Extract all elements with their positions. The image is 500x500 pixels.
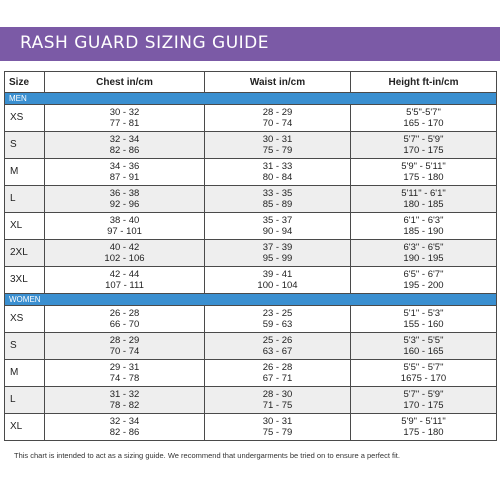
header-row (5, 72, 497, 93)
height-cell (351, 333, 497, 360)
size-cell: L (5, 186, 45, 213)
waist-inches: 25 - 26 (262, 334, 293, 346)
chest-inches: 34 - 36 (109, 160, 140, 172)
waist-inches: 35 - 37 (262, 214, 293, 226)
sizing-table (4, 71, 497, 441)
waist-inches: 28 - 30 (262, 388, 293, 400)
group-header-row (5, 294, 497, 306)
chest-inches: 31 - 32 (109, 388, 140, 400)
size-cell: XL (5, 414, 45, 441)
chest-cell (45, 186, 205, 213)
height-centimeters: 170 - 175 (403, 400, 444, 411)
height-inches: 5'5" - 5'7" (403, 361, 444, 373)
group-label: MEN (5, 93, 497, 105)
height-centimeters: 165 - 170 (403, 118, 444, 129)
waist-inches: 33 - 35 (262, 187, 293, 199)
size-cell: M (5, 360, 45, 387)
height-centimeters: 1675 - 170 (400, 373, 447, 384)
size-cell: XS (5, 306, 45, 333)
height-centimeters: 175 - 180 (403, 172, 444, 183)
waist-cell (205, 186, 351, 213)
height-centimeters: 180 - 185 (403, 199, 444, 210)
height-centimeters: 170 - 175 (403, 145, 444, 156)
waist-centimeters: 59 - 63 (262, 319, 293, 330)
group-label: WOMEN (5, 294, 497, 306)
height-cell (351, 360, 497, 387)
height-centimeters: 190 - 195 (403, 253, 444, 264)
waist-inches: 26 - 28 (262, 361, 293, 373)
column-header-height: Height ft-in/cm (351, 72, 497, 93)
size-cell: XL (5, 213, 45, 240)
height-centimeters: 160 - 165 (403, 346, 444, 357)
chest-centimeters: 107 - 111 (105, 280, 144, 291)
height-centimeters: 195 - 200 (403, 280, 444, 291)
waist-centimeters: 63 - 67 (262, 346, 293, 357)
height-cell (351, 186, 497, 213)
column-header-size: Size (5, 72, 45, 93)
chest-centimeters: 97 - 101 (107, 226, 142, 237)
waist-cell (205, 387, 351, 414)
size-cell: 3XL (5, 267, 45, 294)
waist-cell (205, 240, 351, 267)
footnote: This chart is intended to act as a sizing guide. We recommend that undergarments be tried on to ensure a perfect fit. (14, 451, 400, 460)
column-header-waist: Waist in/cm (205, 72, 351, 93)
height-inches: 5'5"-5'7" (406, 106, 441, 118)
chest-cell (45, 213, 205, 240)
chest-centimeters: 82 - 86 (109, 427, 140, 438)
table-row (5, 240, 497, 267)
waist-centimeters: 90 - 94 (262, 226, 293, 237)
chest-cell (45, 360, 205, 387)
table-row (5, 213, 497, 240)
chest-cell (45, 240, 205, 267)
chest-centimeters: 66 - 70 (109, 319, 140, 330)
waist-centimeters: 100 - 104 (257, 280, 298, 291)
chest-inches: 32 - 34 (109, 415, 140, 427)
chest-cell (45, 159, 205, 186)
waist-centimeters: 70 - 74 (262, 118, 293, 129)
waist-inches: 37 - 39 (262, 241, 293, 253)
waist-cell (205, 159, 351, 186)
chest-centimeters: 70 - 74 (109, 346, 140, 357)
height-inches: 5'3" - 5'5" (403, 334, 444, 346)
height-inches: 5'7" - 5'9" (403, 388, 444, 400)
height-inches: 6'1" - 6'3" (403, 214, 444, 226)
chest-inches: 40 - 42 (109, 241, 140, 253)
size-cell: 2XL (5, 240, 45, 267)
height-cell (351, 213, 497, 240)
chest-inches: 36 - 38 (109, 187, 140, 199)
chest-cell (45, 333, 205, 360)
waist-centimeters: 85 - 89 (262, 199, 293, 210)
table-row (5, 306, 497, 333)
table-row (5, 414, 497, 441)
chest-centimeters: 74 - 78 (109, 373, 140, 384)
waist-cell (205, 213, 351, 240)
height-inches: 5'1" - 5'3" (403, 307, 444, 319)
height-centimeters: 185 - 190 (403, 226, 444, 237)
chest-inches: 29 - 31 (109, 361, 140, 373)
height-centimeters: 175 - 180 (403, 427, 444, 438)
waist-centimeters: 95 - 99 (262, 253, 293, 264)
waist-inches: 30 - 31 (262, 133, 293, 145)
chest-inches: 38 - 40 (109, 214, 140, 226)
chest-inches: 32 - 34 (109, 133, 140, 145)
waist-inches: 30 - 31 (262, 415, 293, 427)
height-cell (351, 105, 497, 132)
height-cell (351, 306, 497, 333)
height-cell (351, 159, 497, 186)
chest-centimeters: 77 - 81 (109, 118, 140, 129)
waist-cell (205, 360, 351, 387)
chest-inches: 28 - 29 (109, 334, 140, 346)
chest-centimeters: 92 - 96 (109, 199, 140, 210)
height-cell (351, 132, 497, 159)
table-row (5, 333, 497, 360)
waist-centimeters: 67 - 71 (262, 373, 293, 384)
height-cell (351, 240, 497, 267)
table-row (5, 132, 497, 159)
chest-cell (45, 414, 205, 441)
table-row (5, 267, 497, 294)
chest-cell (45, 132, 205, 159)
chest-inches: 30 - 32 (109, 106, 140, 118)
height-inches: 6'5" - 6'7" (403, 268, 444, 280)
chest-centimeters: 87 - 91 (109, 172, 140, 183)
chest-inches: 42 - 44 (109, 268, 140, 280)
page-title: RASH GUARD SIZING GUIDE (20, 33, 270, 53)
waist-centimeters: 80 - 84 (262, 172, 293, 183)
height-cell (351, 267, 497, 294)
chest-centimeters: 82 - 86 (109, 145, 140, 156)
table-body (5, 93, 497, 441)
waist-cell (205, 267, 351, 294)
waist-inches: 23 - 25 (262, 307, 293, 319)
chest-centimeters: 102 - 106 (104, 253, 145, 264)
waist-cell (205, 105, 351, 132)
height-cell (351, 387, 497, 414)
group-header-row (5, 93, 497, 105)
waist-inches: 39 - 41 (262, 268, 293, 280)
chest-inches: 26 - 28 (109, 307, 140, 319)
height-inches: 5'11" - 6'1" (401, 187, 446, 199)
waist-inches: 31 - 33 (262, 160, 293, 172)
height-inches: 5'9" - 5'11" (401, 415, 446, 427)
height-inches: 6'3" - 6'5" (403, 241, 444, 253)
table-row (5, 159, 497, 186)
height-inches: 5'9" - 5'11" (401, 160, 446, 172)
chest-cell (45, 387, 205, 414)
waist-centimeters: 75 - 79 (262, 145, 293, 156)
chest-centimeters: 78 - 82 (109, 400, 140, 411)
waist-centimeters: 71 - 75 (262, 400, 293, 411)
waist-cell (205, 306, 351, 333)
table-row (5, 387, 497, 414)
table-row (5, 360, 497, 387)
height-centimeters: 155 - 160 (403, 319, 444, 330)
chest-cell (45, 267, 205, 294)
chest-cell (45, 306, 205, 333)
waist-inches: 28 - 29 (262, 106, 293, 118)
size-cell: M (5, 159, 45, 186)
size-cell: XS (5, 105, 45, 132)
waist-cell (205, 333, 351, 360)
size-cell: S (5, 132, 45, 159)
table-row (5, 186, 497, 213)
table-row (5, 105, 497, 132)
height-inches: 5'7" - 5'9" (403, 133, 444, 145)
chest-cell (45, 105, 205, 132)
height-cell (351, 414, 497, 441)
waist-centimeters: 75 - 79 (262, 427, 293, 438)
column-header-chest: Chest in/cm (45, 72, 205, 93)
waist-cell (205, 132, 351, 159)
size-cell: L (5, 387, 45, 414)
size-cell: S (5, 333, 45, 360)
title-banner (0, 27, 500, 61)
waist-cell (205, 414, 351, 441)
